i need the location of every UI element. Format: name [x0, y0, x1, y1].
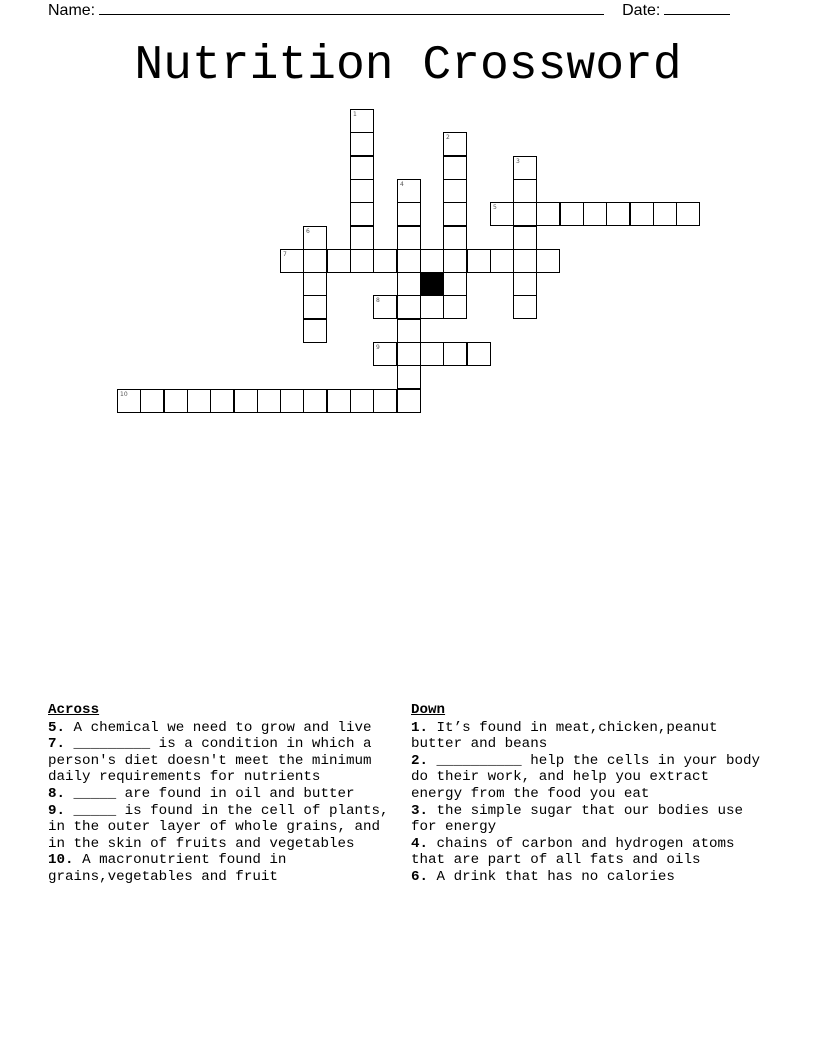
cell-number: 1 [353, 111, 357, 118]
grid-cell[interactable] [630, 202, 654, 226]
name-label: Name: [48, 2, 96, 19]
clue-text: A drink that has no calories [436, 868, 675, 885]
cell-number: 5 [493, 204, 497, 211]
grid-cell[interactable] [397, 202, 421, 226]
clue-number: 5. [48, 719, 66, 736]
grid-cell[interactable] [467, 249, 491, 273]
grid-cell[interactable] [513, 156, 537, 180]
clue-text: It’s found in meat,chicken,peanut butter and beans [411, 719, 727, 753]
clue-down-3 [411, 803, 763, 836]
grid-cell[interactable] [490, 249, 514, 273]
grid-cell[interactable] [397, 342, 421, 366]
cell-number: 9 [376, 344, 380, 351]
grid-cell[interactable] [327, 249, 351, 273]
clue-number: 1. [411, 719, 429, 736]
grid-cell[interactable] [397, 365, 421, 389]
grid-cell[interactable] [350, 202, 374, 226]
grid-cell[interactable] [443, 179, 467, 203]
clue-number: 7. [48, 736, 66, 753]
clue-text: the simple sugar that our bodies use for energy [411, 802, 752, 836]
grid-cell[interactable] [350, 389, 374, 413]
clue-number: 4. [411, 835, 429, 852]
across-clues [48, 702, 400, 886]
grid-cell[interactable] [513, 226, 537, 250]
grid-cell[interactable] [350, 249, 374, 273]
clue-text: _____ is found in the cell of plants, in the outer layer of whole grains, and in the skin of fruits and vegetables [48, 802, 398, 852]
date-label: Date: [622, 2, 661, 19]
clue-number: 9. [48, 802, 66, 819]
clue-down-4 [411, 836, 763, 869]
grid-cell[interactable] [513, 295, 537, 319]
grid-cell[interactable] [373, 295, 397, 319]
grid-cell[interactable] [467, 342, 491, 366]
grid-cell[interactable] [303, 295, 327, 319]
across-heading: Across [48, 702, 100, 718]
clue-number: 10. [48, 852, 74, 869]
grid-cell[interactable] [513, 249, 537, 273]
grid-cell[interactable] [303, 389, 327, 413]
down-heading: Down [411, 702, 446, 718]
grid-cell[interactable] [280, 249, 304, 273]
clue-across-7 [48, 736, 400, 786]
grid-cell[interactable] [606, 202, 630, 226]
grid-cell[interactable] [513, 179, 537, 203]
grid-cell[interactable] [373, 249, 397, 273]
grid-cell[interactable] [443, 249, 467, 273]
clue-number: 6. [411, 868, 429, 885]
grid-cell[interactable] [583, 202, 607, 226]
grid-cell[interactable] [536, 202, 560, 226]
grid-cell[interactable] [397, 389, 421, 413]
grid-cell[interactable] [280, 389, 304, 413]
grid-cell[interactable] [303, 319, 327, 343]
grid-cell[interactable] [443, 272, 467, 296]
grid-cell[interactable] [420, 249, 444, 273]
grid-cell[interactable] [350, 179, 374, 203]
grid-cell[interactable] [327, 389, 351, 413]
clue-down-1 [411, 720, 763, 753]
clue-number: 2. [411, 752, 429, 769]
clue-text: _____ are found in oil and butter [73, 785, 355, 802]
grid-cell[interactable] [420, 342, 444, 366]
clue-down-2 [411, 752, 769, 803]
grid-cell[interactable] [350, 109, 374, 133]
grid-cell[interactable] [443, 202, 467, 226]
clue-text: __________ help the cells in your body do their work, and help you extract energy from the food you eat [411, 752, 769, 802]
grid-cell[interactable] [560, 202, 584, 226]
clue-across-5 [48, 720, 400, 737]
clue-text: A chemical we need to grow and live [73, 719, 372, 736]
grid-cell[interactable] [513, 272, 537, 296]
down-clues [411, 702, 769, 886]
grid-cell[interactable] [536, 249, 560, 273]
clue-across-9 [48, 803, 400, 853]
grid-cell[interactable] [443, 156, 467, 180]
grid-cell[interactable] [373, 389, 397, 413]
grid-cell[interactable] [443, 226, 467, 250]
cell-number: 6 [306, 228, 310, 235]
clue-down-6 [411, 869, 763, 886]
clue-number: 3. [411, 802, 429, 819]
grid-cell[interactable] [443, 132, 467, 156]
grid-cell[interactable] [490, 202, 514, 226]
black-square [420, 272, 444, 296]
grid-cell[interactable] [653, 202, 677, 226]
grid-cell[interactable] [443, 342, 467, 366]
cell-number: 3 [516, 158, 520, 165]
grid-cell[interactable] [373, 342, 397, 366]
clue-number: 8. [48, 785, 66, 802]
grid-cell[interactable] [397, 295, 421, 319]
cell-number: 7 [283, 251, 287, 258]
grid-cell[interactable] [187, 389, 211, 413]
clue-across-10 [48, 852, 400, 885]
grid-cell[interactable] [397, 249, 421, 273]
grid-cell[interactable] [117, 389, 141, 413]
grid-cell[interactable] [350, 132, 374, 156]
clue-text: chains of carbon and hydrogen atoms that are part of all fats and oils [411, 835, 744, 869]
grid-cell[interactable] [350, 156, 374, 180]
clue-text: _________ is a condition in which a person's diet doesn't meet the minimum daily requirements for nutrients [48, 736, 381, 786]
cell-number: 8 [376, 297, 380, 304]
grid-cell[interactable] [397, 226, 421, 250]
grid-cell[interactable] [513, 202, 537, 226]
page-title: Nutrition Crossword [134, 39, 682, 93]
grid-cell[interactable] [303, 226, 327, 250]
grid-cell[interactable] [397, 319, 421, 343]
grid-cell[interactable] [676, 202, 700, 226]
crossword-grid [0, 0, 816, 460]
grid-cell[interactable] [303, 272, 327, 296]
grid-cell[interactable] [443, 295, 467, 319]
grid-cell[interactable] [140, 389, 164, 413]
grid-cell[interactable] [210, 389, 234, 413]
grid-cell[interactable] [234, 389, 258, 413]
grid-cell[interactable] [397, 272, 421, 296]
grid-cell[interactable] [257, 389, 281, 413]
grid-cell[interactable] [397, 179, 421, 203]
clue-across-8 [48, 786, 400, 803]
grid-cell[interactable] [350, 226, 374, 250]
cell-number: 4 [400, 181, 404, 188]
clue-text: A macronutrient found in grains,vegetables and fruit [48, 852, 295, 885]
cell-number: 2 [446, 134, 450, 141]
cell-number: 10 [120, 391, 128, 398]
grid-cell[interactable] [420, 295, 444, 319]
grid-cell[interactable] [164, 389, 188, 413]
grid-cell[interactable] [303, 249, 327, 273]
